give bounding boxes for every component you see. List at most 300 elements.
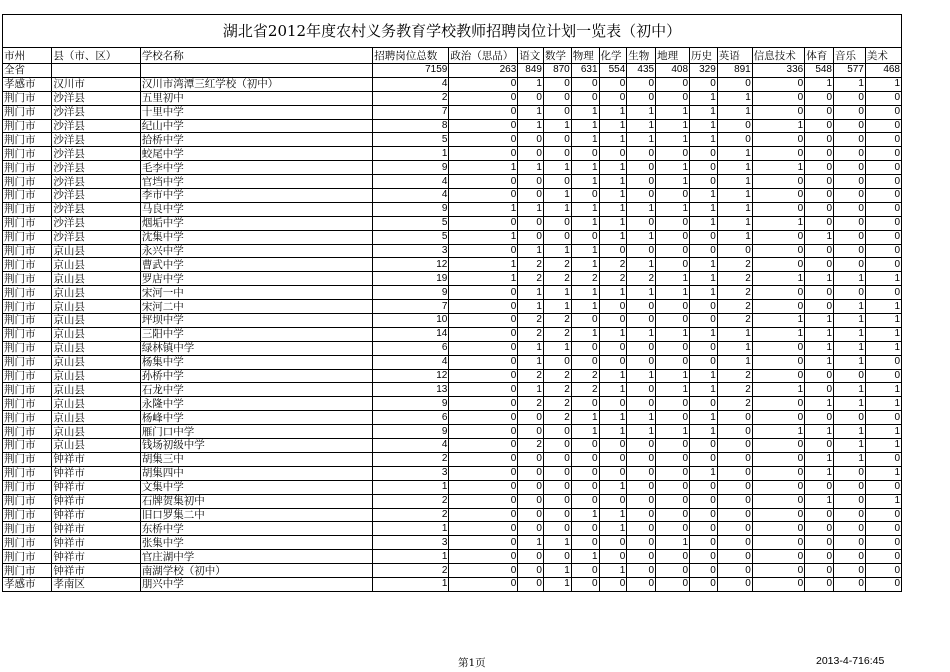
number-cell: 0 — [543, 355, 571, 369]
number-cell: 0 — [717, 564, 752, 578]
number-cell: 0 — [805, 508, 834, 522]
number-cell: 1 — [599, 286, 627, 300]
number-cell: 1 — [373, 550, 449, 564]
number-cell: 0 — [865, 133, 901, 147]
number-cell: 0 — [571, 355, 599, 369]
text-cell: 荆门市 — [3, 466, 52, 480]
number-cell: 0 — [834, 119, 866, 133]
number-cell: 0 — [449, 397, 518, 411]
text-cell: 钟祥市 — [52, 564, 140, 578]
number-cell: 1 — [690, 105, 718, 119]
total-cell: 263 — [449, 64, 518, 78]
number-cell: 0 — [717, 550, 752, 564]
number-cell: 0 — [518, 522, 544, 536]
number-cell: 0 — [656, 189, 690, 203]
number-cell: 1 — [865, 397, 901, 411]
number-cell: 3 — [373, 466, 449, 480]
number-cell: 2 — [543, 369, 571, 383]
number-cell: 0 — [543, 466, 571, 480]
number-cell: 1 — [717, 105, 752, 119]
text-cell: 烟垢中学 — [140, 216, 372, 230]
number-cell: 0 — [805, 369, 834, 383]
number-cell: 1 — [690, 272, 718, 286]
number-cell: 0 — [656, 411, 690, 425]
number-cell: 1 — [518, 383, 544, 397]
number-cell: 1 — [599, 230, 627, 244]
number-cell: 0 — [656, 258, 690, 272]
number-cell: 0 — [865, 480, 901, 494]
number-cell: 0 — [865, 355, 901, 369]
number-cell: 0 — [656, 522, 690, 536]
number-cell: 0 — [805, 536, 834, 550]
number-cell: 1 — [805, 272, 834, 286]
number-cell: 1 — [627, 369, 656, 383]
number-cell: 1 — [834, 439, 866, 453]
text-cell: 朋兴中学 — [140, 577, 372, 591]
number-cell: 1 — [717, 147, 752, 161]
text-cell: 荆门市 — [3, 536, 52, 550]
number-cell: 1 — [571, 175, 599, 189]
number-cell: 0 — [834, 550, 866, 564]
number-cell: 1 — [518, 286, 544, 300]
number-cell: 0 — [627, 564, 656, 578]
number-cell: 1 — [373, 522, 449, 536]
number-cell: 0 — [717, 452, 752, 466]
number-cell: 2 — [543, 327, 571, 341]
number-cell: 0 — [752, 286, 804, 300]
number-cell: 0 — [656, 480, 690, 494]
text-cell: 东桥中学 — [140, 522, 372, 536]
number-cell: 0 — [834, 369, 866, 383]
number-cell: 0 — [543, 230, 571, 244]
number-cell: 0 — [805, 202, 834, 216]
number-cell: 0 — [656, 230, 690, 244]
number-cell: 0 — [752, 452, 804, 466]
number-cell: 1 — [865, 383, 901, 397]
number-cell: 0 — [752, 105, 804, 119]
text-cell: 荆门市 — [3, 564, 52, 578]
number-cell: 1 — [865, 341, 901, 355]
number-cell: 0 — [752, 369, 804, 383]
number-cell: 1 — [656, 272, 690, 286]
number-cell: 3 — [373, 536, 449, 550]
total-label: 全省 — [3, 64, 52, 78]
number-cell: 1 — [752, 314, 804, 328]
number-cell: 0 — [449, 550, 518, 564]
text-cell: 永隆中学 — [140, 397, 372, 411]
text-cell: 荆门市 — [3, 119, 52, 133]
number-cell: 0 — [543, 480, 571, 494]
number-cell: 1 — [690, 466, 718, 480]
number-cell: 0 — [449, 369, 518, 383]
number-cell: 1 — [690, 383, 718, 397]
column-header: 学校名称 — [140, 48, 372, 64]
number-cell: 1 — [543, 577, 571, 591]
text-cell: 沙洋县 — [52, 119, 140, 133]
number-cell: 0 — [449, 452, 518, 466]
number-cell: 0 — [627, 536, 656, 550]
number-cell: 0 — [599, 244, 627, 258]
number-cell: 1 — [627, 133, 656, 147]
total-row — [3, 64, 902, 78]
number-cell: 2 — [717, 300, 752, 314]
number-cell: 0 — [656, 439, 690, 453]
number-cell: 0 — [627, 452, 656, 466]
total-cell: 577 — [834, 64, 866, 78]
number-cell: 0 — [627, 161, 656, 175]
number-cell: 1 — [599, 175, 627, 189]
number-cell: 1 — [571, 550, 599, 564]
number-cell: 1 — [865, 300, 901, 314]
page-number: 第1页 — [458, 657, 486, 669]
number-cell: 0 — [834, 564, 866, 578]
number-cell: 0 — [865, 244, 901, 258]
number-cell: 0 — [627, 175, 656, 189]
number-cell: 0 — [656, 508, 690, 522]
total-cell: 468 — [865, 64, 901, 78]
text-cell: 荆门市 — [3, 272, 52, 286]
text-cell: 荆门市 — [3, 258, 52, 272]
number-cell: 1 — [599, 425, 627, 439]
table-row — [3, 119, 902, 133]
text-cell: 石龙中学 — [140, 383, 372, 397]
text-cell: 杨集中学 — [140, 355, 372, 369]
number-cell: 0 — [449, 411, 518, 425]
number-cell: 0 — [717, 244, 752, 258]
number-cell: 0 — [752, 355, 804, 369]
number-cell: 2 — [373, 452, 449, 466]
number-cell: 1 — [518, 300, 544, 314]
text-cell: 李市中学 — [140, 189, 372, 203]
text-cell: 官庄湖中学 — [140, 550, 372, 564]
number-cell: 0 — [752, 300, 804, 314]
number-cell: 0 — [518, 466, 544, 480]
number-cell: 4 — [373, 77, 449, 91]
number-cell: 0 — [599, 397, 627, 411]
number-cell: 0 — [834, 105, 866, 119]
number-cell: 0 — [805, 300, 834, 314]
number-cell: 1 — [543, 161, 571, 175]
number-cell: 0 — [627, 577, 656, 591]
number-cell: 1 — [449, 258, 518, 272]
number-cell: 0 — [834, 494, 866, 508]
number-cell: 2 — [717, 369, 752, 383]
number-cell: 0 — [571, 189, 599, 203]
number-cell: 1 — [373, 577, 449, 591]
empty-cell — [140, 64, 372, 78]
number-cell: 2 — [543, 383, 571, 397]
number-cell: 5 — [373, 230, 449, 244]
number-cell: 13 — [373, 383, 449, 397]
text-cell: 孝感市 — [3, 577, 52, 591]
text-cell: 沙洋县 — [52, 133, 140, 147]
table-row — [3, 91, 902, 105]
text-cell: 沙洋县 — [52, 105, 140, 119]
number-cell: 1 — [717, 91, 752, 105]
table-row — [3, 439, 902, 453]
number-cell: 0 — [518, 91, 544, 105]
number-cell: 0 — [518, 147, 544, 161]
number-cell: 0 — [571, 466, 599, 480]
number-cell: 0 — [449, 564, 518, 578]
number-cell: 0 — [571, 564, 599, 578]
table-row — [3, 244, 902, 258]
number-cell: 2 — [627, 272, 656, 286]
number-cell: 1 — [571, 105, 599, 119]
text-cell: 荆门市 — [3, 175, 52, 189]
number-cell: 1 — [627, 327, 656, 341]
text-cell: 张集中学 — [140, 536, 372, 550]
number-cell: 1 — [690, 216, 718, 230]
number-cell: 0 — [805, 175, 834, 189]
text-cell: 京山县 — [52, 272, 140, 286]
number-cell: 1 — [805, 452, 834, 466]
number-cell: 2 — [518, 397, 544, 411]
number-cell: 2 — [717, 314, 752, 328]
text-cell: 荆门市 — [3, 494, 52, 508]
table-row — [3, 425, 902, 439]
number-cell: 9 — [373, 161, 449, 175]
number-cell: 1 — [571, 202, 599, 216]
table-row — [3, 480, 902, 494]
number-cell: 1 — [834, 425, 866, 439]
number-cell: 2 — [373, 508, 449, 522]
text-cell: 荆门市 — [3, 161, 52, 175]
number-cell: 0 — [449, 175, 518, 189]
number-cell: 1 — [656, 425, 690, 439]
number-cell: 2 — [717, 272, 752, 286]
number-cell: 1 — [627, 286, 656, 300]
number-cell: 0 — [656, 466, 690, 480]
number-cell: 0 — [449, 383, 518, 397]
number-cell: 0 — [543, 147, 571, 161]
number-cell: 1 — [543, 341, 571, 355]
number-cell: 0 — [805, 244, 834, 258]
table-row — [3, 189, 902, 203]
number-cell: 1 — [543, 286, 571, 300]
number-cell: 1 — [717, 202, 752, 216]
number-cell: 0 — [656, 550, 690, 564]
number-cell: 1 — [599, 411, 627, 425]
number-cell: 0 — [752, 230, 804, 244]
number-cell: 1 — [449, 230, 518, 244]
number-cell: 2 — [373, 494, 449, 508]
table-row — [3, 522, 902, 536]
text-cell: 沙洋县 — [52, 147, 140, 161]
text-cell: 雁门口中学 — [140, 425, 372, 439]
number-cell: 4 — [373, 355, 449, 369]
number-cell: 1 — [543, 202, 571, 216]
number-cell: 1 — [717, 327, 752, 341]
number-cell: 0 — [449, 494, 518, 508]
number-cell: 0 — [805, 550, 834, 564]
number-cell: 0 — [627, 189, 656, 203]
number-cell: 2 — [599, 272, 627, 286]
number-cell: 0 — [571, 439, 599, 453]
number-cell: 0 — [834, 577, 866, 591]
number-cell: 0 — [449, 466, 518, 480]
text-cell: 三阳中学 — [140, 327, 372, 341]
number-cell: 0 — [717, 466, 752, 480]
column-header: 数学 — [543, 48, 571, 64]
number-cell: 2 — [717, 258, 752, 272]
number-cell: 0 — [518, 508, 544, 522]
text-cell: 孙桥中学 — [140, 369, 372, 383]
number-cell: 1 — [865, 439, 901, 453]
number-cell: 0 — [752, 202, 804, 216]
text-cell: 胡集四中 — [140, 466, 372, 480]
number-cell: 1 — [571, 327, 599, 341]
number-cell: 1 — [805, 466, 834, 480]
number-cell: 0 — [690, 577, 718, 591]
number-cell: 1 — [518, 105, 544, 119]
number-cell: 0 — [805, 383, 834, 397]
number-cell: 0 — [865, 161, 901, 175]
number-cell: 0 — [865, 550, 901, 564]
text-cell: 京山县 — [52, 286, 140, 300]
number-cell: 1 — [518, 161, 544, 175]
text-cell: 坪坝中学 — [140, 314, 372, 328]
number-cell: 0 — [449, 536, 518, 550]
number-cell: 2 — [518, 258, 544, 272]
table-row — [3, 216, 902, 230]
number-cell: 0 — [690, 147, 718, 161]
number-cell: 0 — [518, 425, 544, 439]
number-cell: 1 — [518, 536, 544, 550]
text-cell: 毛李中学 — [140, 161, 372, 175]
number-cell: 1 — [690, 119, 718, 133]
number-cell: 4 — [373, 439, 449, 453]
number-cell: 0 — [805, 133, 834, 147]
number-cell: 0 — [627, 466, 656, 480]
number-cell: 1 — [543, 300, 571, 314]
number-cell: 0 — [717, 133, 752, 147]
number-cell: 0 — [656, 564, 690, 578]
number-cell: 1 — [865, 77, 901, 91]
number-cell: 0 — [717, 425, 752, 439]
number-cell: 1 — [543, 189, 571, 203]
number-cell: 0 — [627, 480, 656, 494]
column-header: 美术 — [865, 48, 901, 64]
table-row — [3, 300, 902, 314]
number-cell: 0 — [834, 258, 866, 272]
column-header: 生物 — [627, 48, 656, 64]
number-cell: 1 — [571, 286, 599, 300]
number-cell: 0 — [599, 91, 627, 105]
table-row — [3, 577, 902, 591]
number-cell: 8 — [373, 119, 449, 133]
number-cell: 1 — [571, 425, 599, 439]
text-cell: 荆门市 — [3, 147, 52, 161]
number-cell: 0 — [865, 577, 901, 591]
number-cell: 0 — [834, 411, 866, 425]
number-cell: 1 — [571, 119, 599, 133]
number-cell: 1 — [571, 161, 599, 175]
number-cell: 1 — [805, 355, 834, 369]
number-cell: 0 — [543, 425, 571, 439]
text-cell: 荆门市 — [3, 439, 52, 453]
text-cell: 荆门市 — [3, 508, 52, 522]
number-cell: 0 — [656, 300, 690, 314]
text-cell: 荆门市 — [3, 355, 52, 369]
number-cell: 0 — [865, 522, 901, 536]
number-cell: 0 — [690, 161, 718, 175]
table-row — [3, 397, 902, 411]
number-cell: 1 — [805, 77, 834, 91]
number-cell: 0 — [571, 494, 599, 508]
number-cell: 2 — [518, 439, 544, 453]
number-cell: 0 — [690, 439, 718, 453]
number-cell: 1 — [599, 369, 627, 383]
number-cell: 2 — [518, 272, 544, 286]
table-row — [3, 369, 902, 383]
number-cell: 0 — [865, 216, 901, 230]
number-cell: 1 — [865, 466, 901, 480]
number-cell: 0 — [627, 508, 656, 522]
number-cell: 1 — [717, 189, 752, 203]
number-cell: 0 — [449, 216, 518, 230]
number-cell: 1 — [834, 77, 866, 91]
column-header: 体育 — [805, 48, 834, 64]
number-cell: 0 — [449, 355, 518, 369]
number-cell: 1 — [690, 202, 718, 216]
number-cell: 4 — [373, 175, 449, 189]
number-cell: 0 — [449, 314, 518, 328]
text-cell: 沙洋县 — [52, 202, 140, 216]
number-cell: 0 — [690, 480, 718, 494]
table-row — [3, 550, 902, 564]
number-cell: 0 — [543, 91, 571, 105]
number-cell: 1 — [571, 411, 599, 425]
number-cell: 9 — [373, 202, 449, 216]
text-cell: 荆门市 — [3, 314, 52, 328]
number-cell: 1 — [599, 383, 627, 397]
number-cell: 1 — [543, 536, 571, 550]
number-cell: 0 — [543, 133, 571, 147]
number-cell: 0 — [627, 77, 656, 91]
text-cell: 京山县 — [52, 439, 140, 453]
number-cell: 0 — [627, 216, 656, 230]
number-cell: 1 — [717, 341, 752, 355]
text-cell: 钟祥市 — [52, 480, 140, 494]
number-cell: 0 — [717, 77, 752, 91]
number-cell: 0 — [518, 550, 544, 564]
number-cell: 0 — [627, 439, 656, 453]
table-row — [3, 411, 902, 425]
text-cell: 钟祥市 — [52, 452, 140, 466]
number-cell: 10 — [373, 314, 449, 328]
number-cell: 0 — [865, 105, 901, 119]
number-cell: 1 — [599, 216, 627, 230]
number-cell: 0 — [690, 230, 718, 244]
number-cell: 0 — [599, 314, 627, 328]
number-cell: 0 — [752, 91, 804, 105]
table-row — [3, 314, 902, 328]
text-cell: 荆门市 — [3, 202, 52, 216]
number-cell: 0 — [571, 452, 599, 466]
number-cell: 0 — [543, 452, 571, 466]
text-cell: 钟祥市 — [52, 494, 140, 508]
number-cell: 1 — [627, 119, 656, 133]
total-cell: 336 — [752, 64, 804, 78]
number-cell: 0 — [690, 175, 718, 189]
number-cell: 1 — [717, 175, 752, 189]
number-cell: 1 — [752, 216, 804, 230]
text-cell: 荆门市 — [3, 341, 52, 355]
number-cell: 0 — [599, 577, 627, 591]
total-cell: 7159 — [373, 64, 449, 78]
number-cell: 1 — [690, 327, 718, 341]
